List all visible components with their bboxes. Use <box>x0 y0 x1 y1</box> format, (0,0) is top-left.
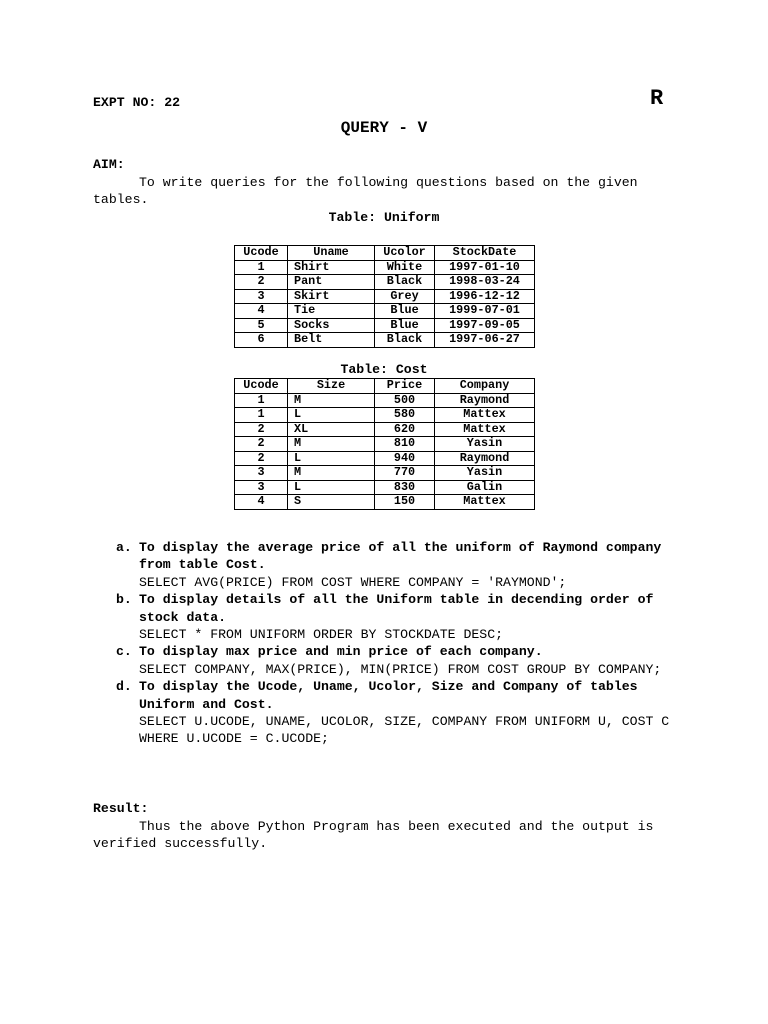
table-cell: Shirt <box>288 260 375 275</box>
table-row <box>235 451 535 466</box>
table-row <box>235 422 535 437</box>
uniform-table-header <box>235 246 535 261</box>
table-cell: Black <box>375 333 435 348</box>
table-cell: 5 <box>235 318 288 333</box>
table-row <box>235 408 535 423</box>
table-row <box>235 260 535 275</box>
question-item <box>116 678 676 748</box>
column-header: Price <box>375 379 435 394</box>
column-header: Ucolor <box>375 246 435 261</box>
table-cell: M <box>288 393 375 408</box>
table-cell: 770 <box>375 466 435 481</box>
table-cell: 3 <box>235 480 288 495</box>
question-marker: d. <box>116 679 132 695</box>
table-cell: 580 <box>375 408 435 423</box>
uniform-table-caption: Table: Uniform <box>328 210 440 225</box>
question-list <box>116 539 676 748</box>
table-cell: Blue <box>375 318 435 333</box>
table-cell: Yasin <box>435 466 535 481</box>
table-cell: 1 <box>235 260 288 275</box>
table-cell: M <box>288 437 375 452</box>
table-cell: 1997-09-05 <box>435 318 535 333</box>
table-cell: 1 <box>235 393 288 408</box>
table-cell: Skirt <box>288 289 375 304</box>
table-cell: Blue <box>375 304 435 319</box>
table-cell: Galin <box>435 480 535 495</box>
question-marker: c. <box>116 644 132 660</box>
table-cell: 2 <box>235 437 288 452</box>
table-cell: Socks <box>288 318 375 333</box>
table-cell: 500 <box>375 393 435 408</box>
question-item <box>116 591 676 643</box>
table-cell: L <box>288 451 375 466</box>
table-row <box>235 393 535 408</box>
table-cell: 2 <box>235 422 288 437</box>
table-cell: 2 <box>235 275 288 290</box>
table-cell: 1996-12-12 <box>435 289 535 304</box>
page-title: QUERY - V <box>340 119 428 137</box>
experiment-number: EXPT NO: 22 <box>93 95 181 110</box>
corner-mark: R <box>650 86 664 111</box>
table-row <box>235 333 535 348</box>
table-cell: 150 <box>375 495 435 510</box>
table-row <box>235 480 535 495</box>
table-cell: 830 <box>375 480 435 495</box>
cost-table <box>234 378 535 510</box>
sql-query: SELECT AVG(PRICE) FROM COST WHERE COMPANY = 'RAYMOND'; <box>139 574 567 590</box>
column-header: Uname <box>288 246 375 261</box>
cost-table-header <box>235 379 535 394</box>
question-item <box>116 539 676 591</box>
column-header: StockDate <box>435 246 535 261</box>
table-cell: 3 <box>235 466 288 481</box>
table-cell: M <box>288 466 375 481</box>
table-cell: 6 <box>235 333 288 348</box>
aim-text-content: To write queries for the following questions based on the given tables. <box>93 175 638 207</box>
table-cell: Mattex <box>435 495 535 510</box>
table-cell: S <box>288 495 375 510</box>
column-header: Size <box>288 379 375 394</box>
table-cell: Grey <box>375 289 435 304</box>
table-cell: Pant <box>288 275 375 290</box>
column-header: Ucode <box>235 379 288 394</box>
table-cell: Yasin <box>435 437 535 452</box>
table-cell: White <box>375 260 435 275</box>
table-row <box>235 466 535 481</box>
question-text: To display the average price of all the uniform of Raymond company from table Cost. <box>139 540 662 573</box>
question-marker: a. <box>116 540 132 555</box>
aim-label: AIM: <box>93 157 125 172</box>
sql-query: SELECT * FROM UNIFORM ORDER BY STOCKDATE DESC; <box>139 627 504 643</box>
table-cell: 1999-07-01 <box>435 304 535 319</box>
table-cell: 4 <box>235 495 288 510</box>
table-cell: 3 <box>235 289 288 304</box>
table-cell: 940 <box>375 451 435 466</box>
table-cell: 810 <box>375 437 435 452</box>
question-text: To display the Ucode, Uname, Ucolor, Size and Company of tables Uniform and Cost. <box>139 679 638 712</box>
table-row <box>235 318 535 333</box>
question-text: To display details of all the Uniform table in decending order of stock data. <box>139 592 654 625</box>
table-cell: 2 <box>235 451 288 466</box>
table-row <box>235 304 535 319</box>
table-row <box>235 495 535 510</box>
sql-query: SELECT U.UCODE, UNAME, UCOLOR, SIZE, COMPANY FROM UNIFORM U, COST C WHERE U.UCODE = C.UCODE; <box>139 714 670 747</box>
table-cell: 1 <box>235 408 288 423</box>
table-cell: Black <box>375 275 435 290</box>
question-text: To display max price and min price of each company. <box>139 644 543 660</box>
table-cell: Raymond <box>435 393 535 408</box>
result-text <box>93 818 673 852</box>
table-cell: 4 <box>235 304 288 319</box>
uniform-table <box>234 245 535 348</box>
table-cell: Mattex <box>435 408 535 423</box>
question-item <box>116 643 676 678</box>
aim-text <box>93 174 673 208</box>
table-cell: Tie <box>288 304 375 319</box>
table-row <box>235 437 535 452</box>
table-cell: 1998-03-24 <box>435 275 535 290</box>
table-cell: L <box>288 480 375 495</box>
table-cell: Mattex <box>435 422 535 437</box>
table-row <box>235 275 535 290</box>
table-cell: 1997-01-10 <box>435 260 535 275</box>
table-cell: 620 <box>375 422 435 437</box>
table-row <box>235 289 535 304</box>
sql-query: SELECT COMPANY, MAX(PRICE), MIN(PRICE) FROM COST GROUP BY COMPANY; <box>139 661 662 677</box>
table-cell: 1997-06-27 <box>435 333 535 348</box>
table-cell: Belt <box>288 333 375 348</box>
table-cell: XL <box>288 422 375 437</box>
result-label: Result: <box>93 801 149 816</box>
column-header: Ucode <box>235 246 288 261</box>
result-text-content: Thus the above Python Program has been executed and the output is verified successfully. <box>93 819 654 851</box>
cost-table-caption: Table: Cost <box>340 362 428 377</box>
question-marker: b. <box>116 592 132 608</box>
column-header: Company <box>435 379 535 394</box>
table-cell: L <box>288 408 375 423</box>
table-cell: Raymond <box>435 451 535 466</box>
